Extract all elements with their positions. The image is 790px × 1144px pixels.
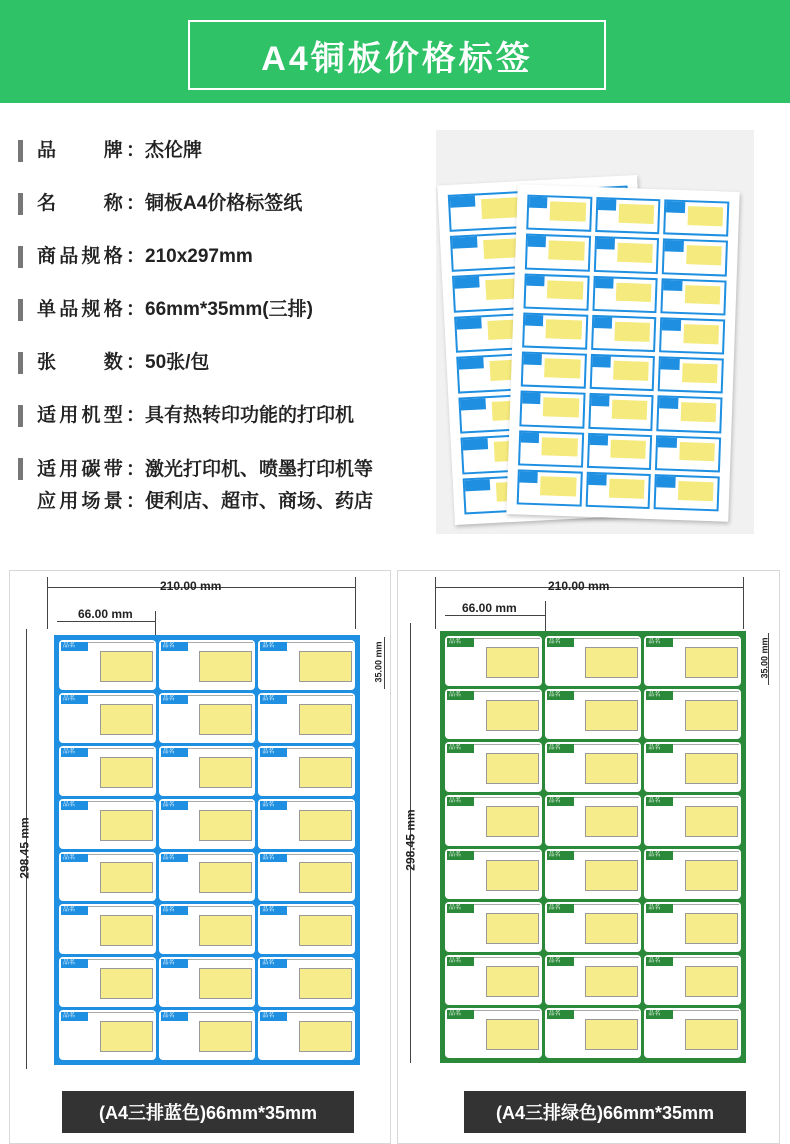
price-label — [258, 746, 355, 796]
label-line — [88, 959, 154, 960]
mini-label — [525, 234, 591, 271]
label-line — [188, 642, 254, 643]
label-line — [287, 1012, 353, 1013]
green-label-sheet — [440, 631, 746, 1063]
price-label — [545, 955, 642, 1005]
label-sheet-front — [506, 184, 739, 522]
label-width-dimension: 66.00 mm — [462, 601, 517, 615]
label-tag: 品名 — [447, 957, 474, 966]
label-line — [188, 906, 254, 907]
price-label — [445, 636, 542, 686]
price-label — [159, 693, 256, 743]
mini-label — [518, 430, 584, 467]
price-box — [299, 651, 352, 682]
price-box — [100, 810, 153, 841]
label-tag: 品名 — [161, 695, 188, 704]
mini-label — [524, 273, 590, 310]
label-line — [188, 854, 254, 855]
price-label — [59, 640, 156, 690]
spec-value: 具有热转印功能的打印机 — [145, 405, 355, 426]
label-tag: 品名 — [447, 638, 474, 647]
label-tag: 品名 — [646, 744, 673, 753]
price-box — [486, 913, 539, 944]
green-layout-panel — [397, 570, 780, 1144]
price-box — [486, 860, 539, 891]
mini-label — [526, 195, 592, 232]
label-tag: 品名 — [61, 906, 88, 915]
label-line — [88, 642, 154, 643]
label-line — [287, 959, 353, 960]
banner-frame — [188, 20, 606, 90]
blue-label-sheet — [54, 635, 360, 1065]
price-label — [159, 852, 256, 902]
label-line — [474, 638, 540, 639]
spec-row — [18, 242, 418, 295]
price-box — [585, 647, 638, 678]
price-box — [100, 1021, 153, 1052]
price-box — [299, 1021, 352, 1052]
price-label — [258, 904, 355, 954]
label-tag: 品名 — [547, 1010, 574, 1019]
price-label — [545, 689, 642, 739]
label-tag: 品名 — [61, 959, 88, 968]
label-line — [88, 748, 154, 749]
label-line — [574, 904, 640, 905]
price-label — [545, 636, 642, 686]
header-banner — [0, 0, 790, 103]
mini-label — [657, 395, 723, 432]
spec-value: 50张/包 — [145, 352, 210, 373]
label-line — [474, 744, 540, 745]
label-tag: 品名 — [646, 797, 673, 806]
price-box — [585, 806, 638, 837]
label-tag: 品名 — [260, 959, 287, 968]
label-tag: 品名 — [161, 748, 188, 757]
price-label — [59, 746, 156, 796]
price-label — [59, 693, 156, 743]
price-box — [585, 1019, 638, 1050]
spec-row — [18, 454, 418, 534]
label-tag: 品名 — [447, 1010, 474, 1019]
label-tag: 品名 — [547, 744, 574, 753]
bullet-bar — [18, 458, 23, 480]
label-tag: 品名 — [161, 959, 188, 968]
label-tag: 品名 — [161, 801, 188, 810]
label-tag: 品名 — [260, 906, 287, 915]
price-label — [644, 955, 741, 1005]
price-label — [159, 640, 256, 690]
label-tag: 品名 — [260, 801, 287, 810]
mini-label — [593, 236, 659, 273]
price-label — [59, 957, 156, 1007]
label-line — [474, 1010, 540, 1011]
spec-list — [18, 136, 418, 534]
spec-row — [18, 348, 418, 401]
label-line — [673, 851, 739, 852]
mini-label — [655, 435, 721, 472]
spec-key: 品 牌： — [37, 140, 145, 161]
label-tag: 品名 — [646, 691, 673, 700]
price-box — [585, 753, 638, 784]
label-line — [474, 904, 540, 905]
label-tag: 品名 — [646, 851, 673, 860]
label-tag: 品名 — [447, 851, 474, 860]
label-tag: 品名 — [260, 854, 287, 863]
blue-caption: (A4三排蓝色)66mm*35mm — [62, 1091, 354, 1133]
price-label — [258, 957, 355, 1007]
label-line — [574, 744, 640, 745]
label-line — [474, 957, 540, 958]
label-line — [474, 851, 540, 852]
label-tag: 品名 — [161, 854, 188, 863]
mini-label — [522, 312, 588, 349]
price-label — [545, 1008, 642, 1058]
label-tag: 品名 — [547, 691, 574, 700]
label-tag: 品名 — [161, 906, 188, 915]
price-label — [445, 742, 542, 792]
price-label — [159, 746, 256, 796]
price-box — [199, 704, 252, 735]
green-caption: (A4三排绿色)66mm*35mm — [464, 1091, 746, 1133]
bullet-bar — [18, 140, 23, 162]
price-box — [685, 860, 738, 891]
label-line — [673, 691, 739, 692]
label-line — [673, 744, 739, 745]
price-box — [100, 862, 153, 893]
spec-value: 铜板A4价格标签纸 — [145, 193, 303, 214]
price-label — [258, 799, 355, 849]
height-dimension: 298.45 mm — [17, 817, 32, 879]
price-box — [199, 757, 252, 788]
price-box — [299, 810, 352, 841]
price-label — [159, 799, 256, 849]
bullet-bar — [18, 405, 23, 427]
label-tag: 品名 — [61, 801, 88, 810]
label-tag: 品名 — [646, 638, 673, 647]
bullet-bar — [18, 246, 23, 268]
label-tag: 品名 — [447, 744, 474, 753]
mini-label — [519, 391, 585, 428]
mini-label — [591, 315, 657, 352]
price-box — [100, 651, 153, 682]
label-tag: 品名 — [547, 957, 574, 966]
price-label — [445, 689, 542, 739]
label-tag: 品名 — [646, 904, 673, 913]
mini-label — [658, 356, 724, 393]
price-label — [445, 902, 542, 952]
price-label — [644, 1008, 741, 1058]
price-label — [545, 742, 642, 792]
price-box — [685, 1019, 738, 1050]
spec-value: 210x297mm — [145, 246, 253, 267]
mini-label — [585, 472, 651, 509]
price-label — [159, 904, 256, 954]
product-photo — [436, 130, 754, 534]
label-height-dimension: 35.00 mm — [373, 641, 384, 683]
price-label — [545, 902, 642, 952]
label-line — [673, 797, 739, 798]
price-box — [486, 700, 539, 731]
label-line — [287, 642, 353, 643]
mini-label — [595, 197, 661, 234]
label-line — [188, 695, 254, 696]
price-box — [486, 647, 539, 678]
label-line — [673, 1010, 739, 1011]
mini-label — [661, 278, 727, 315]
price-label — [644, 795, 741, 845]
spec-row — [18, 189, 418, 242]
label-tag: 品名 — [61, 642, 88, 651]
price-box — [585, 700, 638, 731]
price-label — [644, 636, 741, 686]
price-label — [59, 904, 156, 954]
price-box — [486, 753, 539, 784]
label-line — [574, 691, 640, 692]
label-line — [673, 638, 739, 639]
label-tag: 品名 — [260, 695, 287, 704]
page-title: A4铜板价格标签 — [261, 39, 533, 78]
price-box — [299, 757, 352, 788]
spec-key: 适用碳带： — [37, 459, 145, 480]
price-box — [486, 806, 539, 837]
price-label — [445, 1008, 542, 1058]
price-box — [685, 913, 738, 944]
label-line — [188, 959, 254, 960]
price-box — [299, 704, 352, 735]
label-line — [574, 957, 640, 958]
label-width-dimension: 66.00 mm — [78, 607, 133, 621]
mini-label — [517, 469, 583, 506]
price-label — [59, 799, 156, 849]
label-tag: 品名 — [161, 1012, 188, 1021]
label-line — [574, 1010, 640, 1011]
label-line — [188, 748, 254, 749]
spec-key: 应用场景： — [37, 491, 145, 512]
label-line — [88, 695, 154, 696]
price-label — [445, 955, 542, 1005]
label-line — [673, 904, 739, 905]
blue-layout-panel — [9, 570, 391, 1144]
price-box — [585, 860, 638, 891]
spec-row — [18, 295, 418, 348]
spec-key: 适用机型： — [37, 405, 145, 426]
label-tag: 品名 — [61, 1012, 88, 1021]
price-box — [199, 810, 252, 841]
bullet-bar — [18, 352, 23, 374]
label-tag: 品名 — [61, 748, 88, 757]
spec-row — [18, 401, 418, 454]
label-line — [287, 801, 353, 802]
price-box — [299, 915, 352, 946]
label-line — [673, 957, 739, 958]
price-label — [59, 1010, 156, 1060]
price-box — [299, 968, 352, 999]
spec-value: 66mm*35mm(三排) — [145, 299, 313, 320]
label-tag: 品名 — [547, 638, 574, 647]
label-tag: 品名 — [260, 748, 287, 757]
price-label — [258, 640, 355, 690]
price-box — [100, 968, 153, 999]
mini-label — [659, 317, 725, 354]
price-box — [585, 966, 638, 997]
price-box — [299, 862, 352, 893]
price-box — [100, 704, 153, 735]
price-box — [100, 915, 153, 946]
label-line — [88, 906, 154, 907]
spec-row — [18, 136, 418, 189]
mini-label — [662, 239, 728, 276]
label-tag: 品名 — [646, 1010, 673, 1019]
price-label — [644, 689, 741, 739]
bullet-bar — [18, 299, 23, 321]
label-line — [188, 801, 254, 802]
price-box — [685, 806, 738, 837]
label-line — [88, 801, 154, 802]
label-line — [188, 1012, 254, 1013]
label-line — [287, 906, 353, 907]
price-label — [159, 1010, 256, 1060]
label-tag: 品名 — [447, 797, 474, 806]
price-label — [644, 742, 741, 792]
mini-label — [588, 393, 654, 430]
price-label — [545, 849, 642, 899]
label-line — [287, 695, 353, 696]
price-box — [100, 757, 153, 788]
price-box — [199, 1021, 252, 1052]
label-tag: 品名 — [447, 904, 474, 913]
label-line — [287, 748, 353, 749]
label-tag: 品名 — [61, 695, 88, 704]
spec-key: 名 称： — [37, 193, 145, 214]
label-line — [88, 1012, 154, 1013]
width-dimension: 210.00 mm — [548, 579, 610, 593]
price-box — [685, 753, 738, 784]
price-label — [445, 795, 542, 845]
price-box — [685, 966, 738, 997]
price-label — [258, 1010, 355, 1060]
label-line — [574, 797, 640, 798]
price-label — [159, 957, 256, 1007]
spec-value: 杰伦牌 — [145, 140, 203, 161]
price-box — [685, 700, 738, 731]
label-tag: 品名 — [161, 642, 188, 651]
mini-label — [654, 474, 720, 511]
mini-label — [592, 275, 658, 312]
label-tag: 品名 — [547, 904, 574, 913]
label-height-dimension: 35.00 mm — [759, 637, 770, 679]
label-tag: 品名 — [646, 957, 673, 966]
label-line — [574, 851, 640, 852]
spec-value: 便利店、超市、商场、药店 — [145, 491, 374, 512]
price-box — [486, 1019, 539, 1050]
height-dimension: 298.45 mm — [403, 809, 418, 871]
label-tag: 品名 — [260, 642, 287, 651]
label-line — [474, 797, 540, 798]
price-box — [585, 913, 638, 944]
label-tag: 品名 — [61, 854, 88, 863]
label-line — [474, 691, 540, 692]
label-tag: 品名 — [547, 851, 574, 860]
price-box — [486, 966, 539, 997]
mini-label — [589, 354, 655, 391]
spec-key: 单品规格： — [37, 299, 145, 320]
label-line — [88, 854, 154, 855]
label-tag: 品名 — [547, 797, 574, 806]
price-box — [199, 651, 252, 682]
price-box — [199, 862, 252, 893]
price-label — [445, 849, 542, 899]
price-label — [258, 693, 355, 743]
price-label — [258, 852, 355, 902]
label-tag: 品名 — [447, 691, 474, 700]
label-line — [287, 854, 353, 855]
spec-key: 张 数： — [37, 352, 145, 373]
price-label — [59, 852, 156, 902]
bullet-bar — [18, 193, 23, 215]
width-dimension: 210.00 mm — [160, 579, 222, 593]
mini-label — [521, 351, 587, 388]
label-tag: 品名 — [260, 1012, 287, 1021]
price-box — [685, 647, 738, 678]
spec-value: 激光打印机、喷墨打印机等 — [145, 459, 374, 480]
price-box — [199, 915, 252, 946]
price-label — [545, 795, 642, 845]
mini-label — [663, 199, 729, 236]
mini-label — [587, 432, 653, 469]
price-label — [644, 902, 741, 952]
spec-key: 商品规格： — [37, 246, 145, 267]
price-label — [644, 849, 741, 899]
price-box — [199, 968, 252, 999]
label-line — [574, 638, 640, 639]
